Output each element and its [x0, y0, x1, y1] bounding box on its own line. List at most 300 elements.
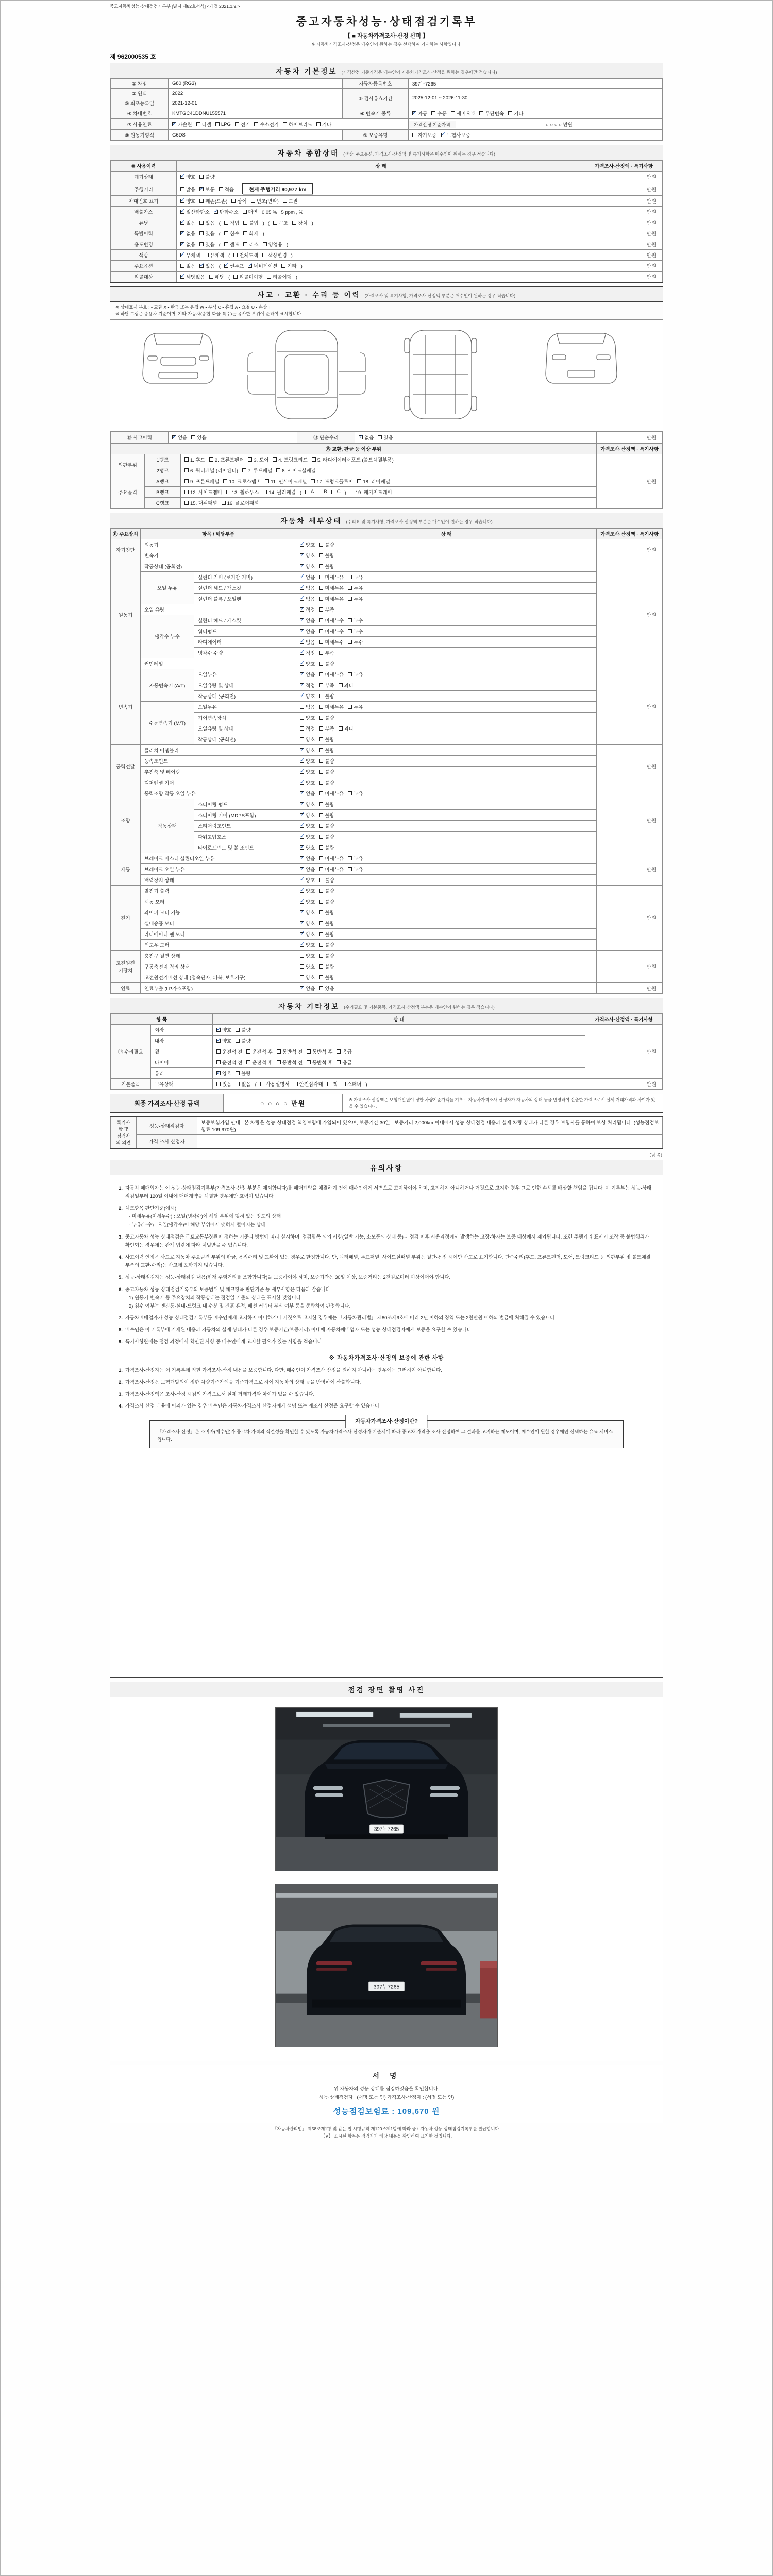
option-양호[interactable]: 양호	[300, 952, 315, 959]
option-없음[interactable]: ✓ 없음	[300, 617, 315, 624]
checkbox[interactable]	[319, 964, 323, 969]
checkbox[interactable]	[300, 607, 304, 612]
option-양호[interactable]: ✓ 양호	[300, 930, 315, 938]
option-불량[interactable]: 불량	[236, 1037, 250, 1044]
checkbox[interactable]	[348, 856, 352, 860]
option-운전석 후[interactable]: 운전석 후	[246, 1059, 272, 1066]
checkbox[interactable]	[199, 242, 204, 246]
option-미세누유[interactable]: 미세누유	[319, 584, 344, 591]
checkbox[interactable]	[300, 943, 304, 947]
option-없음[interactable]: ✓ 없음	[300, 584, 315, 591]
checkbox[interactable]	[337, 1049, 341, 1054]
checkbox[interactable]	[300, 921, 304, 925]
checkbox[interactable]	[319, 943, 323, 947]
checkbox[interactable]	[441, 133, 445, 137]
option-4. 트렁크리드[interactable]: 4. 트렁크리드	[273, 456, 307, 463]
option-없음[interactable]: ✓ 없음	[180, 219, 195, 226]
checkbox[interactable]	[243, 242, 247, 246]
option-불량[interactable]: 불량	[319, 736, 334, 743]
option-적정[interactable]: ✓ 적정	[300, 649, 315, 656]
option-없음[interactable]: ✓ 없음	[300, 595, 315, 602]
checkbox[interactable]	[300, 737, 304, 741]
option-양호[interactable]: ✓ 양호	[300, 747, 315, 754]
checkbox[interactable]	[226, 490, 230, 494]
option-기타[interactable]: 기타	[316, 121, 331, 128]
option-부족[interactable]: 부족	[319, 725, 334, 732]
option-불량[interactable]: 불량	[319, 747, 334, 754]
option-있음[interactable]: 있음	[216, 1080, 231, 1088]
option-적정[interactable]: 적정	[300, 725, 315, 732]
option-양호[interactable]: ✓ 양호	[300, 692, 315, 700]
checkbox[interactable]	[180, 264, 184, 268]
option-불량[interactable]: 불량	[319, 887, 334, 894]
option-양호[interactable]: 양호	[300, 714, 315, 721]
option-기타[interactable]: 기타	[281, 262, 296, 269]
option-양호[interactable]: ✓ 양호	[300, 779, 315, 786]
checkbox[interactable]	[319, 726, 323, 731]
option-불량[interactable]: 불량	[319, 714, 334, 721]
option-양호[interactable]: ✓ 양호	[300, 811, 315, 819]
checkbox[interactable]	[214, 210, 218, 214]
option-양호[interactable]: ✓ 양호	[300, 844, 315, 851]
checkbox[interactable]	[191, 435, 195, 439]
option-양호[interactable]: ✓ 양호	[300, 822, 315, 829]
option-미세누유[interactable]: 미세누유	[319, 595, 344, 602]
option-디젤[interactable]: 디젤	[196, 121, 211, 128]
checkbox[interactable]	[243, 221, 247, 225]
checkbox[interactable]	[412, 111, 416, 115]
option-있음[interactable]: 있음	[199, 219, 214, 226]
checkbox[interactable]	[319, 705, 323, 709]
checkbox[interactable]	[300, 759, 304, 763]
option-누유[interactable]: 누유	[348, 703, 363, 710]
option-무채색[interactable]: ✓ 무채색	[180, 251, 200, 259]
checkbox[interactable]	[319, 694, 323, 698]
option-일산화탄소[interactable]: ✓ 일산화탄소	[180, 208, 210, 215]
option-영업용[interactable]: 영업용	[263, 241, 283, 248]
option-누유[interactable]: 누유	[348, 584, 363, 591]
checkbox[interactable]	[248, 457, 252, 462]
option-10. 크로스멤버[interactable]: 10. 크로스멤버	[223, 478, 261, 485]
checkbox[interactable]	[300, 910, 304, 914]
option-적법[interactable]: 적법	[224, 219, 239, 226]
option-누유[interactable]: 누유	[348, 671, 363, 678]
checkbox[interactable]	[180, 199, 184, 203]
checkbox[interactable]	[319, 954, 323, 958]
checkbox[interactable]	[184, 501, 189, 505]
checkbox[interactable]	[319, 791, 323, 795]
checkbox[interactable]	[199, 199, 204, 203]
option-없음[interactable]: ✓ 없음	[300, 790, 315, 797]
checkbox[interactable]	[216, 1071, 221, 1075]
option-세미오토[interactable]: 세미오토	[451, 110, 476, 117]
option-불량[interactable]: 불량	[199, 173, 214, 180]
checkbox[interactable]	[319, 618, 323, 622]
checkbox[interactable]	[196, 122, 200, 126]
checkbox[interactable]	[300, 553, 304, 557]
checkbox[interactable]	[236, 1082, 240, 1086]
checkbox[interactable]	[184, 468, 189, 472]
checkbox[interactable]	[300, 618, 304, 622]
checkbox[interactable]	[508, 111, 512, 115]
option-불량[interactable]: 불량	[319, 833, 334, 840]
checkbox[interactable]	[242, 468, 246, 472]
checkbox[interactable]	[319, 607, 323, 612]
option-있음[interactable]: 있음	[199, 230, 214, 237]
checkbox[interactable]	[300, 543, 304, 547]
option-자동[interactable]: ✓ 자동	[412, 110, 427, 117]
checkbox[interactable]	[319, 932, 323, 936]
checkbox[interactable]	[300, 640, 304, 644]
checkbox[interactable]	[199, 175, 204, 179]
option-미세누수[interactable]: 미세누수	[319, 617, 344, 624]
checkbox[interactable]	[300, 954, 304, 958]
checkbox[interactable]	[224, 221, 228, 225]
checkbox[interactable]	[312, 457, 316, 462]
checkbox[interactable]	[180, 275, 184, 279]
option-양호[interactable]: ✓ 양호	[300, 660, 315, 667]
checkbox[interactable]	[263, 490, 267, 494]
checkbox[interactable]	[222, 501, 226, 505]
option-동반석 전[interactable]: 동반석 전	[277, 1059, 303, 1066]
checkbox[interactable]	[331, 490, 335, 494]
option-양호[interactable]: ✓ 양호	[216, 1037, 231, 1044]
checkbox[interactable]	[300, 856, 304, 860]
option-탄화수소[interactable]: ✓ 탄화수소	[214, 208, 239, 215]
option-없음[interactable]: ✓ 없음	[300, 638, 315, 646]
checkbox[interactable]	[294, 1082, 298, 1086]
checkbox[interactable]	[300, 845, 304, 850]
option-누유[interactable]: 누유	[348, 790, 363, 797]
checkbox[interactable]	[180, 253, 184, 257]
checkbox[interactable]	[300, 964, 304, 969]
option-있음[interactable]: 있음	[199, 241, 214, 248]
option-기타[interactable]: 기타	[508, 110, 523, 117]
checkbox[interactable]	[199, 264, 204, 268]
option-5. 라디에이터서포트 (볼트체결부품)[interactable]: 5. 라디에이터서포트 (볼트체결부품)	[312, 456, 394, 463]
checkbox[interactable]	[300, 629, 304, 633]
checkbox[interactable]	[254, 122, 258, 126]
checkbox[interactable]	[292, 221, 296, 225]
checkbox[interactable]	[319, 802, 323, 806]
checkbox[interactable]	[350, 490, 354, 494]
option-불량[interactable]: 불량	[319, 822, 334, 829]
option-많음[interactable]: 많음	[180, 185, 195, 193]
checkbox[interactable]	[319, 856, 323, 860]
checkbox[interactable]	[300, 802, 304, 806]
option-양호[interactable]: ✓ 양호	[300, 887, 315, 894]
option-미세누유[interactable]: 미세누유	[319, 790, 344, 797]
option-운전석 전[interactable]: 운전석 전	[216, 1048, 242, 1055]
checkbox[interactable]	[216, 1028, 221, 1032]
option-누유[interactable]: 누유	[348, 595, 363, 602]
option-상이[interactable]: 상이	[231, 197, 246, 205]
option-부족[interactable]: 부족	[319, 606, 334, 613]
checkbox[interactable]	[319, 651, 323, 655]
checkbox[interactable]	[307, 1060, 311, 1064]
option-사용설명서[interactable]: 사용설명서	[260, 1080, 290, 1088]
option-해당[interactable]: 해당	[209, 273, 224, 280]
checkbox[interactable]	[300, 824, 304, 828]
option-화재[interactable]: 화재	[243, 230, 258, 237]
checkbox[interactable]	[283, 122, 287, 126]
option-양호[interactable]: ✓ 양호	[300, 920, 315, 927]
checkbox[interactable]	[300, 672, 304, 676]
option-누유[interactable]: 누유	[348, 855, 363, 862]
checkbox[interactable]	[216, 1039, 221, 1043]
checkbox[interactable]	[305, 490, 309, 494]
option-미세누유[interactable]: 미세누유	[319, 866, 344, 873]
option-없음[interactable]: ✓ 없음	[300, 628, 315, 635]
option-전체도색[interactable]: 전체도색	[233, 251, 258, 259]
option-있음[interactable]: 있음	[378, 434, 393, 441]
option-15. 대쉬패널[interactable]: 15. 대쉬패널	[184, 499, 217, 506]
checkbox[interactable]	[339, 683, 343, 687]
option-양호[interactable]: ✓ 양호	[300, 909, 315, 916]
checkbox[interactable]	[273, 457, 277, 462]
checkbox[interactable]	[319, 975, 323, 979]
checkbox[interactable]	[359, 435, 363, 439]
checkbox[interactable]	[378, 435, 382, 439]
checkbox[interactable]	[224, 264, 228, 268]
checkbox[interactable]	[216, 1049, 221, 1054]
option-응급[interactable]: 응급	[337, 1059, 351, 1066]
checkbox[interactable]	[319, 910, 323, 914]
checkbox[interactable]	[273, 221, 277, 225]
checkbox[interactable]	[319, 889, 323, 893]
option-가솔린[interactable]: ✓ 가솔린	[172, 121, 192, 128]
checkbox[interactable]	[319, 824, 323, 828]
checkbox[interactable]	[231, 199, 236, 203]
option-없음[interactable]: ✓ 없음	[300, 671, 315, 678]
option-없음[interactable]: 없음	[180, 262, 195, 269]
option-7. 루프패널[interactable]: 7. 루프패널	[242, 467, 272, 474]
option-불량[interactable]: 불량	[319, 541, 334, 548]
option-수동[interactable]: 수동	[431, 110, 446, 117]
option-없음[interactable]: 없음	[300, 703, 315, 710]
option-리스[interactable]: 리스	[243, 241, 258, 248]
checkbox[interactable]	[319, 748, 323, 752]
option-불량[interactable]: 불량	[319, 811, 334, 819]
option-누수[interactable]: 누수	[348, 638, 363, 646]
checkbox[interactable]	[342, 1082, 346, 1086]
option-A[interactable]: A	[305, 489, 314, 495]
option-13. 휠하우스[interactable]: 13. 휠하우스	[226, 488, 259, 496]
checkbox[interactable]	[281, 264, 285, 268]
option-양호[interactable]: ✓ 양호	[216, 1070, 231, 1077]
option-불량[interactable]: 불량	[319, 757, 334, 765]
option-누유[interactable]: 누유	[348, 866, 363, 873]
checkbox[interactable]	[348, 586, 352, 590]
checkbox[interactable]	[246, 1060, 250, 1064]
option-매연[interactable]: 매연	[243, 208, 258, 215]
option-불량[interactable]: 불량	[236, 1070, 250, 1077]
option-불량[interactable]: 불량	[319, 660, 334, 667]
option-변조(변타)[interactable]: 변조(변타)	[251, 197, 279, 205]
option-네비게이션[interactable]: ✓ 네비게이션	[248, 262, 277, 269]
option-6. 쿼터패널 (리어펜더)[interactable]: 6. 쿼터패널 (리어펜더)	[184, 467, 238, 474]
checkbox[interactable]	[318, 490, 322, 494]
option-누수[interactable]: 누수	[348, 617, 363, 624]
checkbox[interactable]	[300, 878, 304, 882]
option-썬루프[interactable]: ✓ 썬루프	[224, 262, 244, 269]
checkbox[interactable]	[319, 759, 323, 763]
option-하이브리드[interactable]: 하이브리드	[283, 121, 312, 128]
option-전기[interactable]: 전기	[235, 121, 250, 128]
option-과다[interactable]: 과다	[339, 725, 354, 732]
checkbox[interactable]	[319, 770, 323, 774]
checkbox[interactable]	[307, 1049, 311, 1054]
option-불량[interactable]: 불량	[319, 952, 334, 959]
option-양호[interactable]: ✓ 양호	[300, 801, 315, 808]
checkbox[interactable]	[199, 231, 204, 235]
checkbox[interactable]	[319, 586, 323, 590]
checkbox[interactable]	[357, 479, 361, 483]
checkbox[interactable]	[319, 629, 323, 633]
checkbox[interactable]	[319, 683, 323, 687]
option-불량[interactable]: 불량	[319, 974, 334, 981]
checkbox[interactable]	[479, 111, 483, 115]
checkbox[interactable]	[319, 835, 323, 839]
checkbox[interactable]	[319, 575, 323, 579]
option-미세누수[interactable]: 미세누수	[319, 638, 344, 646]
option-불량[interactable]: 불량	[319, 920, 334, 927]
option-양호[interactable]: ✓ 양호	[300, 768, 315, 775]
option-16. 플로어패널[interactable]: 16. 플로어패널	[222, 499, 259, 506]
checkbox[interactable]	[300, 651, 304, 655]
option-리콜미이행[interactable]: 리콜미이행	[233, 273, 263, 280]
checkbox[interactable]	[180, 221, 184, 225]
checkbox[interactable]	[199, 221, 204, 225]
checkbox[interactable]	[236, 1071, 240, 1075]
checkbox[interactable]	[348, 640, 352, 644]
option-없음[interactable]: ✓ 없음	[359, 434, 374, 441]
checkbox[interactable]	[300, 694, 304, 698]
checkbox[interactable]	[243, 210, 247, 214]
checkbox[interactable]	[348, 672, 352, 676]
checkbox[interactable]	[262, 253, 266, 257]
checkbox[interactable]	[251, 199, 255, 203]
checkbox[interactable]	[263, 242, 267, 246]
option-불법[interactable]: 불법	[243, 219, 258, 226]
checkbox[interactable]	[248, 264, 252, 268]
checkbox[interactable]	[319, 986, 323, 990]
checkbox[interactable]	[265, 479, 269, 483]
checkbox[interactable]	[184, 457, 189, 462]
checkbox[interactable]	[172, 122, 176, 126]
checkbox[interactable]	[300, 597, 304, 601]
option-18. 리어패널[interactable]: 18. 리어패널	[357, 478, 390, 485]
checkbox[interactable]	[205, 253, 209, 257]
option-있음[interactable]: ✓ 있음	[199, 262, 214, 269]
checkbox[interactable]	[300, 726, 304, 731]
option-없음[interactable]: ✓ 없음	[180, 241, 195, 248]
option-양호[interactable]: ✓ 양호	[180, 197, 195, 205]
option-불량[interactable]: 불량	[319, 941, 334, 948]
checkbox[interactable]	[319, 716, 323, 720]
checkbox[interactable]	[300, 705, 304, 709]
option-불량[interactable]: 불량	[236, 1026, 250, 1033]
option-9. 프론트패널[interactable]: 9. 프론트패널	[184, 478, 219, 485]
option-구조[interactable]: 구조	[273, 219, 288, 226]
checkbox[interactable]	[300, 986, 304, 990]
checkbox[interactable]	[277, 1060, 281, 1064]
option-불량[interactable]: 불량	[319, 909, 334, 916]
checkbox[interactable]	[209, 275, 213, 279]
checkbox[interactable]	[348, 575, 352, 579]
checkbox[interactable]	[283, 199, 287, 203]
option-없음[interactable]: ✓ 없음	[180, 230, 195, 237]
option-12. 사이드멤버[interactable]: 12. 사이드멤버	[184, 488, 222, 496]
option-불량[interactable]: 불량	[319, 552, 334, 559]
checkbox[interactable]	[233, 253, 238, 257]
option-응급[interactable]: 응급	[337, 1048, 351, 1055]
option-누유[interactable]: 누유	[348, 573, 363, 581]
checkbox[interactable]	[327, 1082, 331, 1086]
option-양호[interactable]: 양호	[300, 736, 315, 743]
option-불량[interactable]: 불량	[319, 876, 334, 884]
option-불량[interactable]: 불량	[319, 930, 334, 938]
option-유채색[interactable]: 유채색	[205, 251, 225, 259]
option-양호[interactable]: ✓ 양호	[300, 563, 315, 570]
checkbox[interactable]	[300, 748, 304, 752]
checkbox[interactable]	[300, 662, 304, 666]
checkbox[interactable]	[243, 231, 247, 235]
checkbox[interactable]	[180, 231, 184, 235]
option-색상변경[interactable]: 색상변경	[262, 251, 287, 259]
option-동반석 전[interactable]: 동반석 전	[277, 1048, 303, 1055]
checkbox[interactable]	[300, 770, 304, 774]
option-도말[interactable]: 도말	[283, 197, 298, 205]
checkbox[interactable]	[319, 867, 323, 871]
option-없음[interactable]: 없음	[236, 1080, 250, 1088]
checkbox[interactable]	[260, 1082, 264, 1086]
option-적정[interactable]: ✓ 적정	[300, 682, 315, 689]
option-양호[interactable]: ✓ 양호	[300, 833, 315, 840]
option-침수[interactable]: 침수	[224, 230, 239, 237]
option-적음[interactable]: 적음	[219, 185, 234, 193]
option-적정[interactable]: ✓ 적정	[300, 606, 315, 613]
option-양호[interactable]: ✓ 양호	[300, 541, 315, 548]
checkbox[interactable]	[348, 618, 352, 622]
option-양호[interactable]: ✓ 양호	[300, 898, 315, 905]
checkbox[interactable]	[319, 781, 323, 785]
option-자가보증[interactable]: 자가보증	[412, 131, 437, 139]
checkbox[interactable]	[300, 900, 304, 904]
option-없음[interactable]: ✓ 없음	[300, 573, 315, 581]
option-양호[interactable]: ✓ 양호	[300, 552, 315, 559]
checkbox[interactable]	[300, 835, 304, 839]
option-누수[interactable]: 누수	[348, 628, 363, 635]
option-렌트[interactable]: 렌트	[224, 241, 239, 248]
option-미세누유[interactable]: 미세누유	[319, 855, 344, 862]
checkbox[interactable]	[172, 435, 176, 439]
option-LPG[interactable]: LPG	[215, 122, 231, 127]
checkbox[interactable]	[236, 1039, 240, 1043]
option-불량[interactable]: 불량	[319, 898, 334, 905]
option-운전석 전[interactable]: 운전석 전	[216, 1059, 242, 1066]
checkbox[interactable]	[300, 683, 304, 687]
checkbox[interactable]	[235, 122, 239, 126]
option-없음[interactable]: ✓ 없음	[300, 855, 315, 862]
checkbox[interactable]	[339, 726, 343, 731]
checkbox[interactable]	[300, 932, 304, 936]
checkbox[interactable]	[199, 187, 204, 191]
option-B[interactable]: B	[318, 489, 327, 495]
checkbox[interactable]	[319, 564, 323, 568]
checkbox[interactable]	[219, 187, 223, 191]
option-동반석 후[interactable]: 동반석 후	[307, 1048, 332, 1055]
